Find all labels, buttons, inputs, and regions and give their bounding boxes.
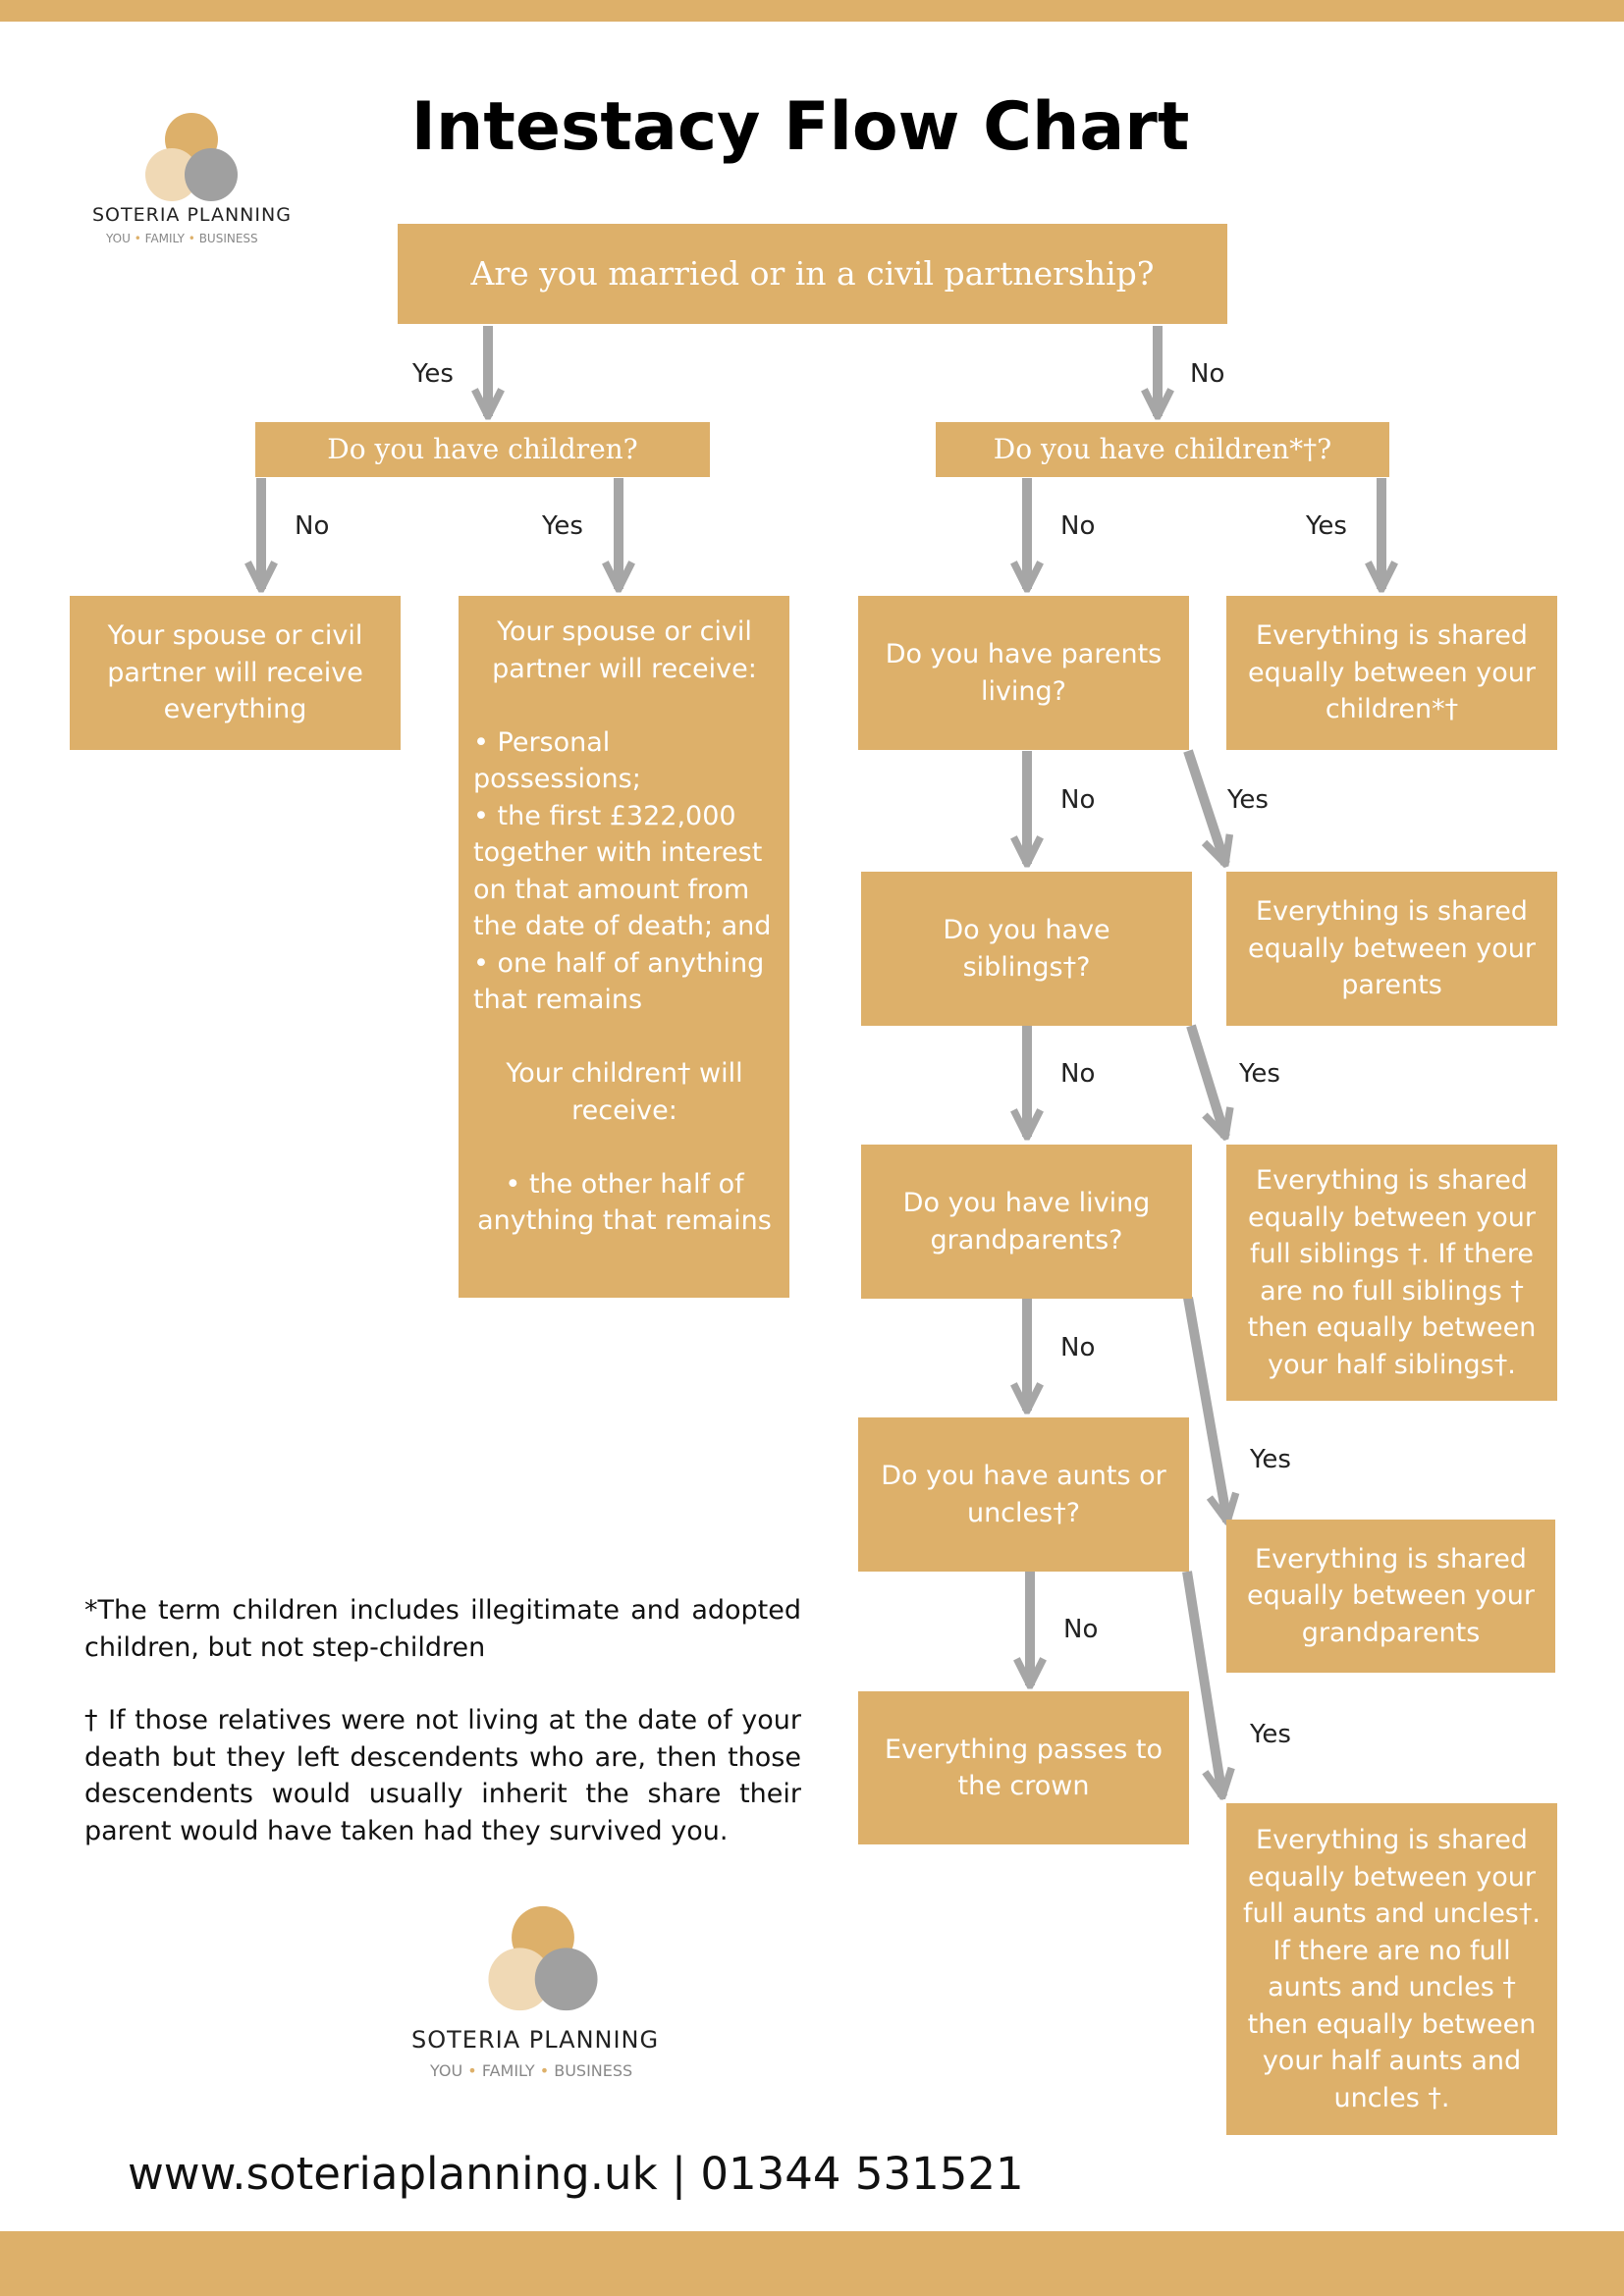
result-crown: Everything passes to the crown	[858, 1691, 1189, 1844]
label-no: No	[1190, 359, 1225, 389]
result-spouse-partial	[459, 596, 789, 1298]
logo-top-tagline: YOU • FAMILY • BUSINESS	[106, 232, 258, 245]
result-siblings: Everything is shared equally between your full siblings †. If there are no full siblings † then equally between your half siblings†.	[1226, 1145, 1557, 1401]
children-share-item: • the other half of anything that remains	[477, 1168, 772, 1236]
question-grandparents: Do you have living grandparents?	[861, 1145, 1192, 1299]
question-aunts-uncles: Do you have aunts or uncles†?	[858, 1417, 1189, 1572]
spouse-partial-heading: Your spouse or civil partner will receive:	[492, 616, 757, 684]
result-children: Everything is shared equally between your children*†	[1226, 596, 1557, 750]
question-parents: Do you have parents living?	[858, 596, 1189, 750]
label-no: No	[1060, 785, 1096, 815]
footer-contact: www.soteriaplanning.uk | 01344 531521	[128, 2148, 1024, 2200]
arrow-siblings-yes	[1191, 1026, 1225, 1137]
spouse-partial-item-2: • the first £322,000 together with interest on that amount from the date of death; and • one half of anything that remains	[473, 800, 772, 1015]
label-yes: Yes	[1250, 1445, 1291, 1474]
label-no: No	[295, 511, 330, 541]
label-yes: Yes	[1239, 1059, 1280, 1089]
label-yes: Yes	[542, 511, 583, 541]
label-no: No	[1060, 1059, 1096, 1089]
page-title: Intestacy Flow Chart	[410, 88, 1190, 166]
question-children-married: Do you have children?	[255, 422, 710, 477]
arrow-parents-yes	[1188, 751, 1225, 864]
logo-bottom-tagline: YOU • FAMILY • BUSINESS	[430, 2061, 633, 2080]
note-children-definition: *The term children includes illegitimate and adopted children, but not step-children	[84, 1595, 801, 1663]
question-siblings: Do you have siblings†?	[861, 872, 1192, 1026]
result-spouse-everything: Your spouse or civil partner will receive everything	[70, 596, 401, 750]
question-married: Are you married or in a civil partnership?	[398, 224, 1227, 324]
logo-top-name: SOTERIA PLANNING	[92, 204, 292, 226]
logo-bottom-name: SOTERIA PLANNING	[411, 2026, 660, 2054]
label-yes: Yes	[1306, 511, 1347, 541]
children-share-heading: Your children† will receive:	[506, 1058, 743, 1126]
label-no: No	[1060, 1333, 1096, 1362]
spouse-partial-item-1: • Personal possessions;	[473, 726, 641, 794]
label-yes: Yes	[1250, 1720, 1291, 1749]
bottom-accent-bar	[0, 2231, 1624, 2296]
label-yes: Yes	[1227, 785, 1269, 815]
question-children-unmarried: Do you have children*†?	[936, 422, 1389, 477]
result-aunts-uncles: Everything is shared equally between your full aunts and uncles†. If there are no full aunts and uncles † then equally between your half aunts and uncles †.	[1226, 1803, 1557, 2135]
arrow-aunts-yes	[1187, 1572, 1222, 1796]
label-no: No	[1060, 511, 1096, 541]
logo-bottom-mark	[479, 1898, 607, 2018]
result-parents: Everything is shared equally between your parents	[1226, 872, 1557, 1026]
label-no: No	[1063, 1615, 1099, 1644]
result-grandparents: Everything is shared equally between your grandparents	[1226, 1520, 1555, 1673]
arrow-grandparents-yes	[1188, 1298, 1227, 1522]
label-yes: Yes	[412, 359, 454, 389]
note-descendants: † If those relatives were not living at the date of your death but they left descendents who are, then those descendents would usually inherit the share their parent would have taken had they survived you.	[84, 1705, 801, 1846]
